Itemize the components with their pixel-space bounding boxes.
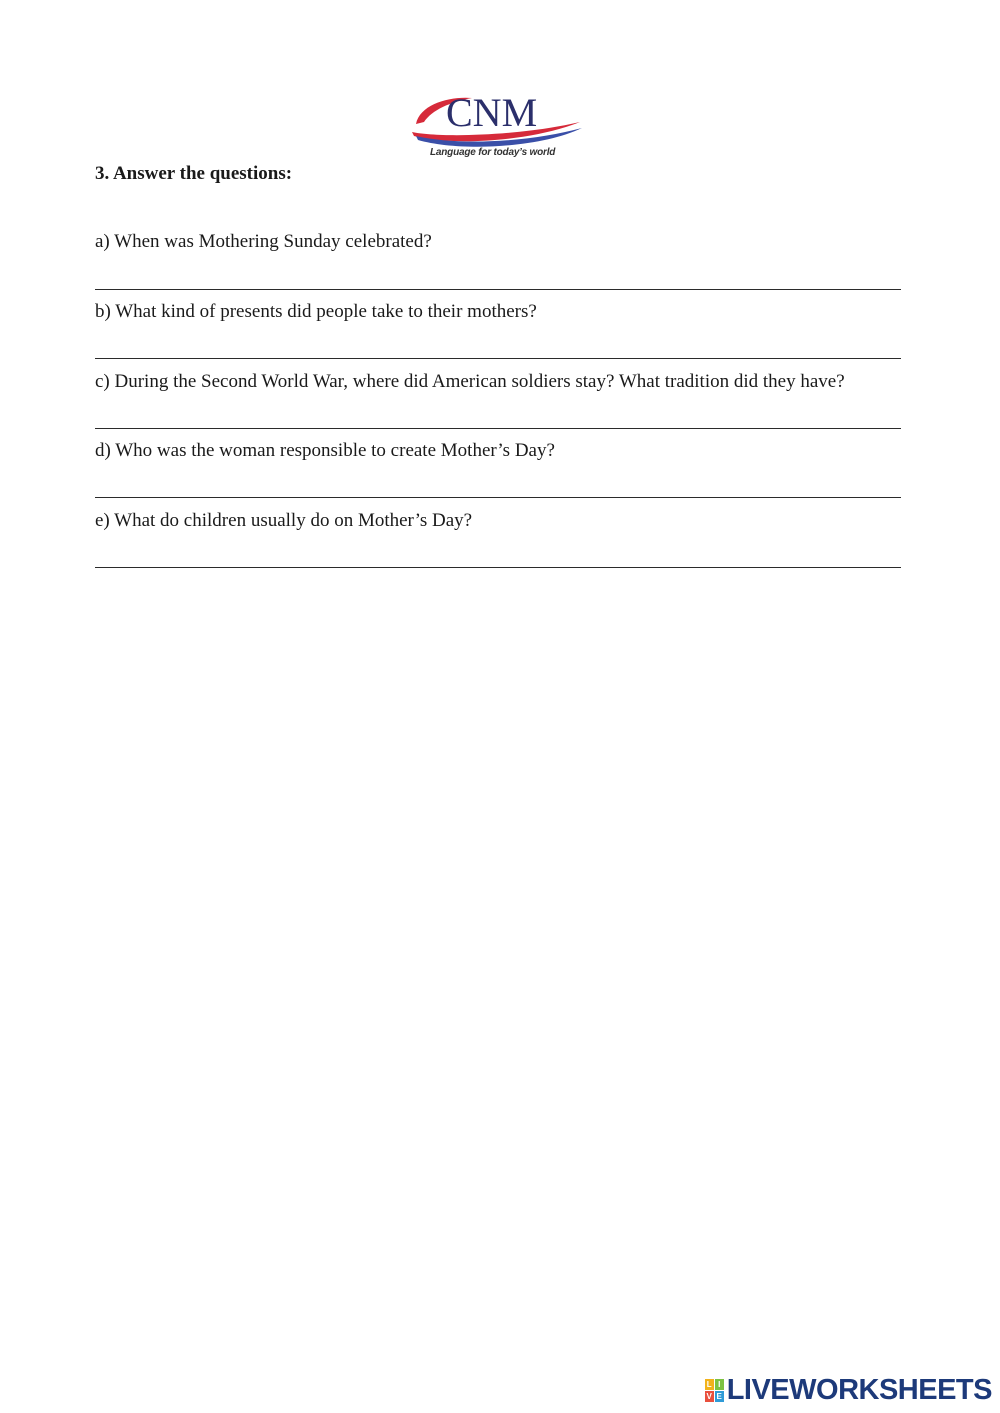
question-b: b) What kind of presents did people take to their mothers? bbox=[95, 301, 537, 322]
logo-brand-text: CNM bbox=[446, 92, 538, 135]
question-e: e) What do children usually do on Mother’s Day? bbox=[95, 510, 473, 531]
icon-letter-v: V bbox=[706, 1392, 712, 1401]
answer-line-b[interactable] bbox=[95, 358, 901, 359]
section-heading: 3. Answer the questions: bbox=[95, 163, 293, 184]
liveworksheets-brand bbox=[705, 1374, 992, 1407]
cnm-logo-graphic bbox=[410, 92, 585, 150]
icon-letter-e: E bbox=[716, 1392, 722, 1401]
cnm-logo bbox=[410, 92, 585, 164]
question-c: c) During the Second World War, where did American soldiers stay? What tradition did they have? bbox=[95, 371, 845, 392]
answer-line-d[interactable] bbox=[95, 497, 901, 498]
question-a: a) When was Mothering Sunday celebrated? bbox=[95, 231, 432, 252]
answer-line-c[interactable] bbox=[95, 428, 901, 429]
question-d: d) Who was the woman responsible to create Mother’s Day? bbox=[95, 440, 555, 461]
answer-line-e[interactable] bbox=[95, 567, 901, 568]
logo-tagline: Language for today’s world bbox=[430, 147, 556, 158]
icon-letter-i: I bbox=[715, 1379, 724, 1390]
liveworksheets-icon bbox=[705, 1379, 724, 1402]
answer-line-a[interactable] bbox=[95, 289, 901, 290]
icon-letter-l: L bbox=[705, 1379, 714, 1390]
liveworksheets-wordmark: LIVEWORKSHEETS bbox=[726, 1374, 992, 1406]
